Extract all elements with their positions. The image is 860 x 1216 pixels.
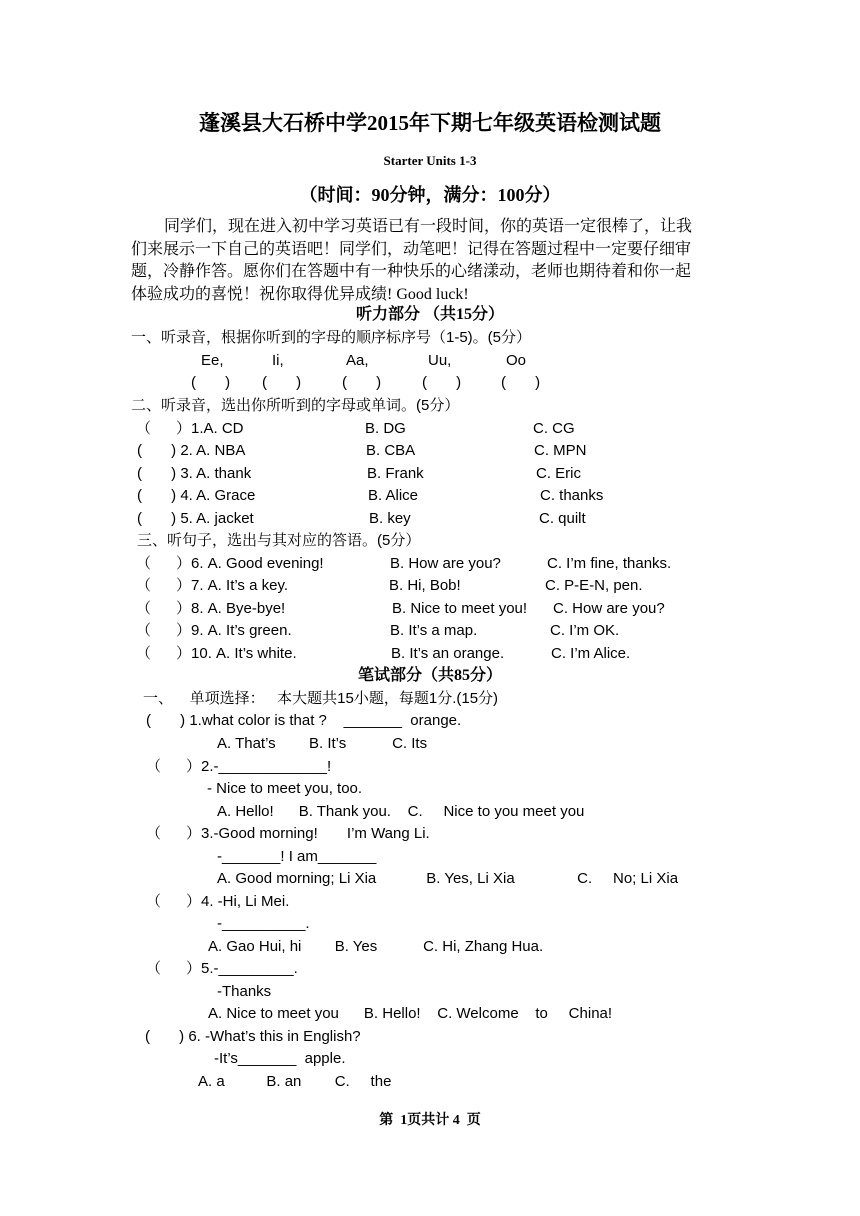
time-info: （时间：90分钟，满分：100分） (299, 185, 561, 205)
question-stem: ( ) 2. A. NBA (137, 442, 246, 459)
question-stem: （ ）1.A. CD (136, 420, 244, 437)
option-b: B. It’s a map. (390, 622, 478, 639)
option-c: C. I’m fine, thanks. (547, 555, 672, 572)
question-line: -_______! I am_______ (217, 848, 377, 865)
option-b: B. Nice to meet you! (392, 600, 528, 617)
option-c: C. I’m Alice. (551, 645, 631, 662)
answer-blank: ( ) (422, 374, 462, 391)
question-options: A. Good morning; Li Xia B. Yes, Li Xia C. No; Li Xia (217, 870, 679, 887)
option-c: C. quilt (539, 510, 586, 527)
part3-instruction: 三、听句子，选出与其对应的答语。(5分） (137, 532, 421, 549)
intro-paragraph (131, 216, 731, 306)
question-stem: （ ）10. A. It’s white. (136, 645, 297, 662)
question-stem: （ ）9. A. It’s green. (136, 622, 292, 639)
option-b: B. key (369, 510, 411, 527)
writing-heading: 笔试部分（共85分） (357, 667, 502, 684)
option-b: B. CBA (366, 442, 416, 459)
intro-line: 题，冷静作答。愿你们在答题中有一种快乐的心绪漾动，老师也期待着和你一起 (131, 263, 692, 280)
answer-blank: ( ) (342, 374, 382, 391)
answer-blank: ( ) (262, 374, 302, 391)
question-stem: （ ）8. A. Bye-bye! (136, 600, 286, 617)
section1-instruction: 一、 单项选择： 本大题共15小题，每题1分.(15分) (143, 690, 499, 707)
question-stem: ( ) 1.what color is that ? _______ orange. (146, 712, 462, 729)
letter-item: Oo (506, 352, 527, 369)
question-line: -Thanks (217, 983, 272, 1000)
option-b: B. Frank (367, 465, 424, 482)
question-stem: ( ) 4. A. Grace (137, 487, 256, 504)
option-c: C. I’m OK. (550, 622, 620, 639)
option-c: C. P-E-N, pen. (545, 577, 643, 594)
page-footer: 第 1页共计 4 页 (379, 1113, 481, 1128)
listening-heading: 听力部分 （共15分） (355, 306, 504, 323)
option-c: C. thanks (540, 487, 604, 504)
letter-item: Uu, (428, 352, 452, 369)
option-c: C. Eric (536, 465, 581, 482)
intro-line: 体验成功的喜悦！祝你取得优异成绩! Good luck! (131, 285, 469, 303)
question-options: A. That’s B. It’s C. Its (217, 735, 428, 752)
question-stem: （ ）2.-_____________! (146, 758, 332, 775)
question-stem: ( ) 6. -What’s this in English? (145, 1028, 361, 1045)
question-stem: ( ) 3. A. thank (137, 465, 252, 482)
question-stem: （ ）4. -Hi, Li Mei. (146, 893, 290, 910)
option-b: B. Alice (368, 487, 419, 504)
option-b: B. It’s an orange. (391, 645, 505, 662)
exam-title: 蓬溪县大石桥中学2015年下期七年级英语检测试题 (199, 111, 661, 135)
question-stem: （ ）3.-Good morning! I’m Wang Li. (146, 825, 430, 842)
letter-item: Aa, (346, 352, 369, 369)
exam-subtitle: Starter Units 1-3 (383, 153, 477, 168)
letter-item: Ee, (201, 352, 224, 369)
question-options: A. a B. an C. the (198, 1073, 392, 1090)
question-stem: （ ）7. A. It’s a key. (136, 577, 288, 594)
option-b: B. Hi, Bob! (389, 577, 461, 594)
intro-line: 们来展示一下自己的英语吧！同学们，动笔吧！记得在答题过程中一定要仔细审 (131, 240, 692, 258)
question-stem: （ ）6. A. Good evening! (136, 555, 324, 572)
part2-instruction: 二、听录音，选出你所听到的字母或单词。(5分） (131, 397, 460, 414)
option-c: C. How are you? (553, 600, 665, 617)
question-line: - Nice to meet you, too. (207, 780, 363, 797)
answer-blank: ( ) (501, 374, 541, 391)
question-options: A. Hello! B. Thank you. C. Nice to you meet you (217, 803, 585, 820)
option-c: C. CG (533, 420, 575, 437)
option-c: C. MPN (534, 442, 587, 459)
question-options: A. Gao Hui, hi B. Yes C. Hi, Zhang Hua. (208, 938, 544, 955)
answer-blank: ( ) (191, 374, 231, 391)
intro-line: 同学们，现在进入初中学习英语已有一段时间，你的英语一定很棒了，让我 (164, 218, 693, 235)
letter-item: Ii, (272, 352, 284, 369)
question-options: A. Nice to meet you B. Hello! C. Welcome to China! (208, 1005, 613, 1022)
question-line: -__________. (217, 915, 310, 932)
question-stem: ( ) 5. A. jacket (137, 510, 254, 527)
part1-instruction: 一、听录音，根据你听到的字母的顺序标序号（1-5)。(5分） (131, 329, 532, 346)
question-stem: （ ）5.-_________. (146, 960, 298, 977)
question-line: -It’s_______ apple. (214, 1050, 346, 1067)
option-b: B. How are you? (390, 555, 501, 572)
option-b: B. DG (365, 420, 406, 437)
